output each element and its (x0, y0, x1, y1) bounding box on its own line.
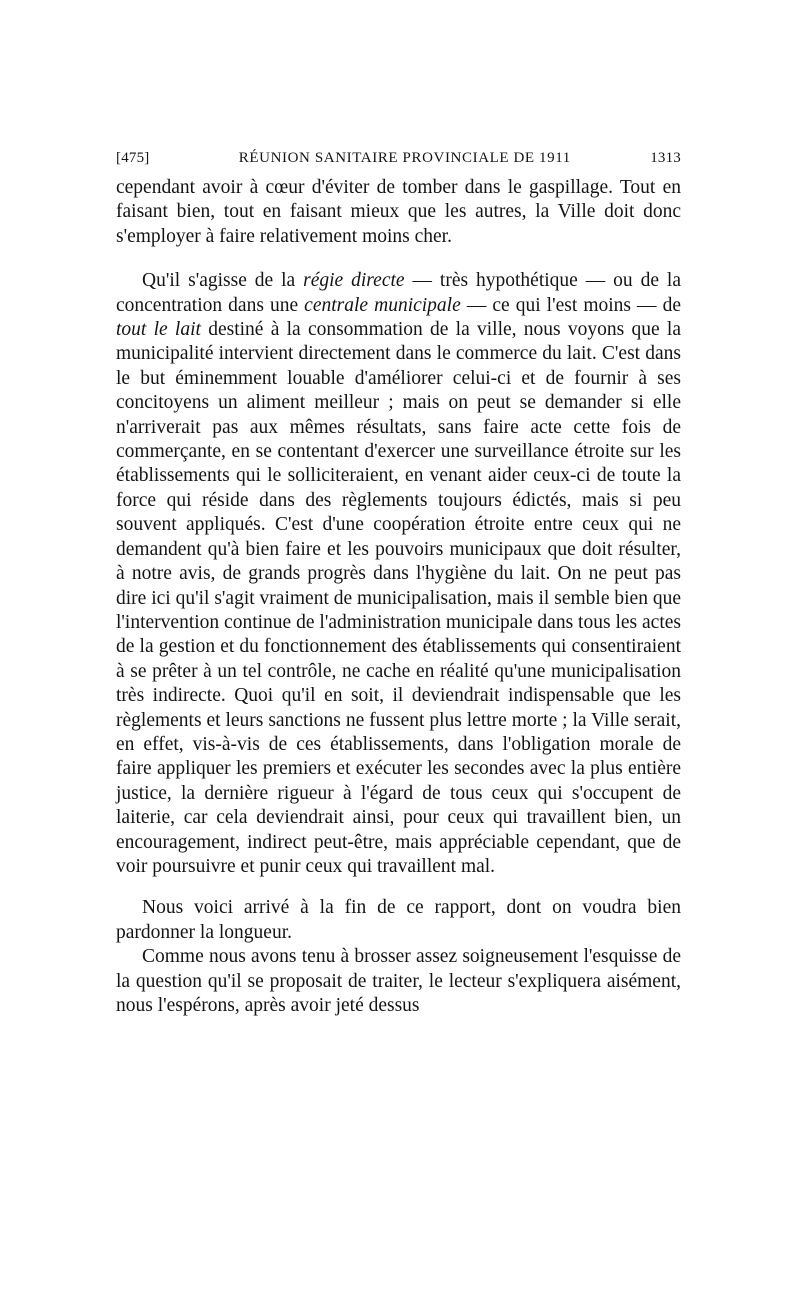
text-run: — ce qui l'est moins — de (460, 294, 682, 316)
text-run: — très hypothétique — ou de la concentration dans une (116, 270, 682, 316)
text-run: cependant avoir à cœur d'éviter de tomber dans le gaspillage. Tout en faisant bien, tout en faisant mieux que les autres, la Ville doit donc s'employer à faire relativement moins cher. (116, 177, 681, 247)
paragraph (116, 269, 681, 879)
running-header (116, 150, 681, 176)
page-reference: [475] (116, 150, 150, 166)
paragraph (116, 896, 681, 945)
text-run: destiné à la consommation de la ville, nous voyons que la municipalité intervient directement dans le commerce du lait. C'est dans le but éminemment louable d'améliorer celui-ci et de fournir à ses concitoyens un aliment meilleur ; mais on peut se demander si elle n'arriverait pas aux mêmes résultats, sans faire acte cette fois de commerçante, en se contentant d'exercer une surveillance étroite sur les établissements qui le solliciteraient, en venant aider ceux-ci de toute la force qui réside dans des règlements toujours édictés, mais si peu souvent appliqués. C'est d'une coopération étroite entre ceux qui ne demandent qu'à bien faire et les pouvoirs municipaux que doit résulter, à notre avis, de grands progrès dans l'hygiène du lait. On ne peut pas dire ici qu'il s'agit vraiment de municipalisation, mais il semble bien que l'intervention continue de l'administration municipale dans tous les actes de la gestion et du fonctionnement des établissements qui consentiraient à se prêter à un tel contrôle, ne cache en réalité qu'une municipalisation très indirecte. Quoi qu'il en soit, il deviendrait indispensable que les règlements et leurs sanctions ne fussent plus lettre morte ; la Ville serait, en effet, vis-à-vis de ces établissements, dans l'obligation morale de faire appliquer les premiers et exécuter les secondes avec la plus entière justice, la dernière rigueur à l'égard de tous ceux qui s'occupent de laiterie, car cela deviendrait ainsi, pour ceux qui travaillent bien, un encouragement, indirect peut-être, mais appréciable cependant, que de voir poursuivre et punir ceux qui travaillent mal. (116, 319, 681, 877)
running-title: RÉUNION SANITAIRE PROVINCIALE DE 1911 (238, 150, 571, 166)
text-run: Qu'il s'agisse de la (142, 270, 304, 292)
text-run: Nous voici arrivé à la fin de ce rapport, dont on voudra bien pardonner la longueur. (116, 897, 681, 943)
italic-phrase: centrale municipale (304, 294, 461, 316)
paragraph (116, 945, 681, 1018)
document-page (116, 150, 681, 1018)
page-number: 1313 (650, 150, 681, 166)
italic-phrase: tout le lait (116, 319, 201, 341)
paragraph (116, 176, 681, 249)
italic-phrase: régie directe (303, 270, 405, 292)
body-text (116, 176, 681, 1018)
text-run: Comme nous avons tenu à brosser assez soigneusement l'esquisse de la question qu'il se proposait de traiter, le lecteur s'expliquera aisément, nous l'espérons, après avoir jeté dessus (116, 946, 681, 1016)
